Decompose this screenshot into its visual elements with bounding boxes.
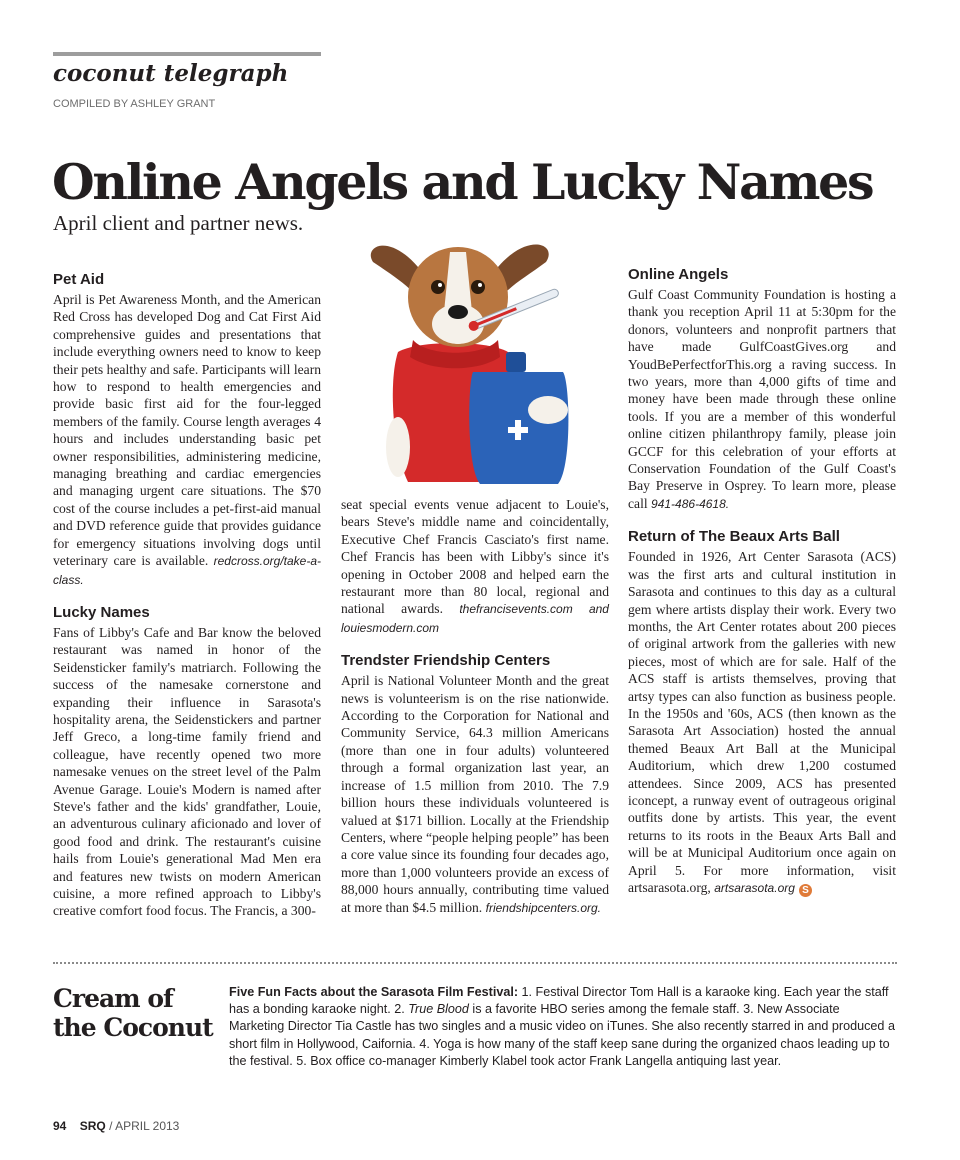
column-2 bbox=[341, 496, 609, 931]
byline: COMPILED BY ASHLEY GRANT bbox=[53, 98, 216, 110]
article-beaux-arts bbox=[628, 527, 896, 897]
cream-title bbox=[53, 984, 223, 1042]
article-text: April is National Volunteer Month and the great news is volunteerism is on the rise nationwide. According to the Corporation for National and Community Service, 64.3 million Americans (more than one in four adults) volunteered through a formal organization last year, an increase of 1.5 million from 2010. The 7.9 billion hours these individuals volunteered is valued at $171 billion. Locally at the Friendship Centers, where “people helping people” has been a core value since its founding four decades ago, more than 1,000 volunteers provide an excess of 88,000 hours annually, contributing time valued at more than $4.5 million. bbox=[341, 673, 609, 915]
cream-lead: Five Fun Facts about the Sarasota Film Festival: bbox=[229, 985, 519, 999]
cream-title-line1: Cream of bbox=[53, 984, 173, 1013]
article-text: Founded in 1926, Art Center Sarasota (ACS) was the first arts and cultural institution in Sarasota and continues to this day as a cultural gem where artists display their work. Every two months, the Art Center rotates about 200 pieces of original artwork from the galleries with new pieces, most of which are for sale. Half of the ACS staff is artists themselves, proving that artsy types can also function as business people. In the 1950s and '60s, ACS (then known as the Sarasota Art Association) hosted the annual themed Beaux Art Ball at the Municipal Auditorium, which drew 1,200 costumed attendees. Since 2009, ACS has presented iconcept, a runway event of outrageous original outfits done by artists. This year, the event returns to its roots in the Beaux Arts Ball and will be at Municipal Auditorium once again on April 5. For more information, visit artsarasota.org, bbox=[628, 549, 896, 895]
article-link[interactable]: redcross.org/take-a-class. bbox=[53, 554, 321, 587]
article-text: seat special events venue adjacent to Louie's, bears Steve's middle name and coincidentally, Executive Chef Francis Casciato's first name. Chef Francis has been with Libby's since it's opening in October 2008 and helped earn the restaurant more than 80 local, regional and national awards. bbox=[341, 497, 609, 617]
cream-text-a: 1. Festival Director Tom Hall is a karaoke king. Each year the staff has a bonding karaoke night. 2. bbox=[229, 985, 889, 1017]
top-rule bbox=[53, 52, 321, 56]
article-lucky-names bbox=[53, 603, 321, 920]
dog-photo bbox=[358, 232, 588, 487]
dog-paw-left bbox=[386, 417, 410, 477]
article-body: Fans of Libby's Cafe and Bar know the beloved restaurant was named in honor of the Seidensticker family's matriarch. Following the success of the namesake cornerstone and expanding their influence in Sarasota's hospitality arena, the Seidenstickers and partner Jeff Greco, a long-time family friend and colleague, have recently opened two more namesake venues on the street level of the Palm Avenue Garage. Louie's Modern is named after Steve's father and the kids' grandfather, Louie, an adventurous culinary aficionado and lover of good food and drink. The restaurant's cuisine hails from Louie's generational Mad Men era and features new twists on modern American cuisine, a more refined approach to Libby's creative comfort food focus. The Francis, a 300- bbox=[53, 624, 321, 919]
article-heading: Pet Aid bbox=[53, 271, 105, 288]
page-number: 94 bbox=[53, 1119, 67, 1133]
article-body bbox=[628, 286, 896, 513]
dek: April client and partner news. bbox=[53, 211, 304, 235]
section-divider bbox=[53, 962, 897, 964]
phone-number[interactable]: 941-486-4618. bbox=[651, 496, 730, 511]
article-body bbox=[341, 672, 609, 917]
dog-eye-right bbox=[471, 280, 485, 294]
article-link[interactable]: thefrancisevents.com and louiesmodern.com bbox=[341, 602, 609, 635]
cream-text-b: is a favorite HBO series among the female staff. 3. New Associate Marketing Director Tia Castle has two singles and a music video on iTunes. She also recently starred in and produced a short film in Hollywood, Caifornia. 4. Yoga is how many of the staff keep sane during the organized chaos leading up to the festival. 5. Box office co-manager Kimberly Klabel took actor Frank Langella antiquing last year. bbox=[229, 1002, 895, 1068]
column-1 bbox=[53, 270, 321, 934]
article-text: April is Pet Awareness Month, and the American Red Cross has developed Dog and Cat First Aid comprehensive guides and presentations that include everything owners need to know to keep their pets healthy and safe. Participants will learn how to respond to health emergencies and provide basic first aid for the four-legged members of the family. Course length averages 4 hours and includes understanding basic pet owner responsibilities, administering medicine, managing breathing and cardiac emergencies and managing urgent care situations. The $70 cost of the course includes a pet-first-aid manual and DVD reference guide that provides guidance for emergency situations involving dogs until veterinary care is available. bbox=[53, 292, 322, 569]
cream-italic: True Blood bbox=[408, 1002, 469, 1017]
article-text: Gulf Coast Community Foundation is hosting a thank you reception April 11 at 5:30pm for the donors, volunteers and nonprofit partners that have made GulfCoastGives.org and YoudBePerfectforThis.org a raving success. In two years, more than 4,000 gifts of time and money have been made through these online tools. If you are a member of this wonderful online citizen philanthropy family, please join GCCF for this celebration of your efforts at Conservation Foundation of the Gulf Coast's Bay Preserve in Osprey. To learn more, please call bbox=[628, 287, 896, 511]
article-pet-aid bbox=[53, 270, 321, 589]
cream-body bbox=[229, 984, 897, 1070]
section-title: coconut telegraph bbox=[53, 60, 289, 87]
article-lucky-names-cont bbox=[341, 496, 609, 637]
dog-nose bbox=[448, 305, 468, 319]
article-body bbox=[341, 496, 609, 637]
article-online-angels bbox=[628, 265, 896, 513]
article-link[interactable]: friendshipcenters.org. bbox=[485, 900, 602, 915]
page-footer bbox=[53, 1119, 179, 1133]
article-heading: Trendster Friendship Centers bbox=[341, 652, 551, 670]
dog-paw bbox=[528, 396, 568, 424]
magazine-name: SRQ bbox=[79, 1119, 106, 1133]
article-body bbox=[628, 548, 896, 897]
article-heading: Online Angels bbox=[628, 266, 729, 283]
article-link[interactable]: artsarasota.org bbox=[714, 881, 795, 895]
page-headline: Online Angels and Lucky Names bbox=[52, 153, 873, 211]
article-body bbox=[53, 291, 321, 589]
article-trendster bbox=[341, 651, 609, 917]
article-heading: Return of The Beaux Arts Ball bbox=[628, 528, 840, 546]
cream-title-line2: the Coconut bbox=[53, 1013, 213, 1042]
article-heading: Lucky Names bbox=[53, 603, 150, 621]
dog-eye-left bbox=[431, 280, 445, 294]
issue-date: / APRIL 2013 bbox=[109, 1119, 180, 1133]
end-mark-icon: S bbox=[799, 884, 812, 897]
column-3 bbox=[628, 265, 896, 911]
